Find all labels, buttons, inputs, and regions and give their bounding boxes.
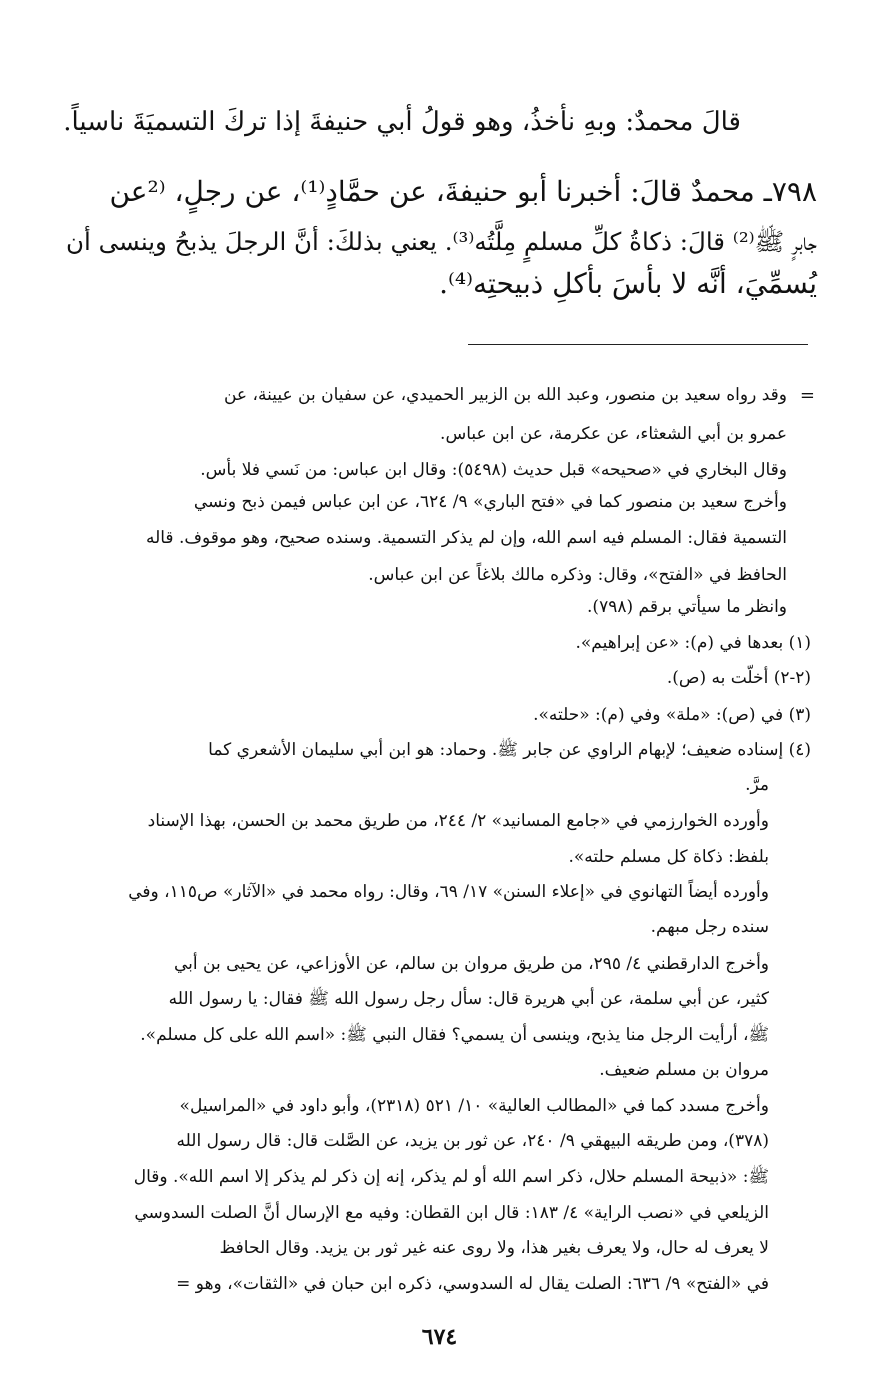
hadith-798-line-3: يُسمِّيَ، أنَّه لا بأسَ بأكلِ ذبيحتِه⁽⁴⁾. <box>439 267 817 300</box>
footnote-4-line-8: كثير، عن أبي سلمة، عن أبي هريرة قال: سأل رجل رسول الله ﷺ فقال: يا رسول الله <box>168 989 769 1009</box>
footnote-4-line-16: في «الفتح» ٩/ ٦٣٦: الصلت يقال له السدوسي، ذكره ابن حبان في «الثقات»، وهو = <box>176 1274 769 1294</box>
footnote-cont-line-2: عمرو بن أبي الشعثاء، عن عكرمة، عن ابن عباس. <box>440 424 787 444</box>
footnote-4-line-13: ﷺ: «ذبيحة المسلم حلال، ذكر اسم الله أو لم يذكر، إنه إن ذكر لم يذكر إلا اسم الله». وقال <box>133 1167 769 1187</box>
footnote-4-line-3: وأورده الخوارزمي في «جامع المسانيد» ٢/ ٢٤٤، من طريق محمد بن الحسن، بهذا الإسناد <box>147 811 769 831</box>
footnote-separator <box>468 344 808 345</box>
footnote-4-line-15: لا يعرف له حال، ولا يعرف بغير هذا، ولا روى عنه غير ثور بن يزيد. وقال الحافظ <box>219 1238 769 1258</box>
footnote-4-line-14: الزيلعي في «نصب الراية» ٤/ ١٨٣: قال ابن القطان: وفيه مع الإرسال أنَّ الصلت السدوسي <box>134 1203 769 1223</box>
footnote-4-line-2: مرَّ. <box>745 775 769 795</box>
continuation-mark: = <box>799 385 815 406</box>
footnote-4-line-7: وأخرج الدارقطني ٤/ ٢٩٥، من طريق مروان بن سالم، عن الأوزاعي، عن يحيى بن أبي <box>173 954 769 974</box>
page-number: ٦٧٤ <box>421 1324 458 1350</box>
footnote-cont-line-5: التسمية فقال: المسلم فيه اسم الله، وإن لم يذكر التسمية. وسنده صحيح، وهو موقوف. قاله <box>145 528 787 548</box>
footnote-cont-line-1: وقد رواه سعيد بن منصور، وعبد الله بن الزبير الحميدي، عن سفيان بن عيينة، عن <box>223 385 787 405</box>
footnote-3: (٣) في (ص): «ملة» وفي (م): «حلته». <box>533 705 811 725</box>
hadith-798-line-1: ٧٩٨ـ محمدٌ قالَ: أخبرنا أبو حنيفةَ، عن حمَّادٍ⁽¹⁾، عن رجلٍ، ⁽²عن <box>109 175 817 208</box>
footnote-4-line-4: بلفظ: ذكاة كل مسلم حلته». <box>568 847 769 867</box>
main-paragraph-1: قالَ محمدٌ: وبهِ نأخذُ، وهو قولُ أبي حنيفةَ إذا تركَ التسميَةَ ناسياً. <box>63 107 741 137</box>
footnote-cont-line-6: الحافظ في «الفتح»، وقال: وذكره مالك بلاغاً عن ابن عباس. <box>368 565 787 585</box>
footnote-4-line-12: (٣٧٨)، ومن طريقه البيهقي ٩/ ٢٤٠، عن ثور بن يزيد، عن الصَّلت قال: قال رسول الله <box>176 1131 769 1151</box>
hadith-798-line-2: جابرٍ ﷺ⁽²⁾ قالَ: ذكاةُ كلِّ مسلمٍ مِلَّتُه⁽³⁾. يعني بذلكَ: أنَّ الرجلَ يذبحُ وينسى أن <box>65 227 817 256</box>
footnote-4-line-6: سنده رجل مبهم. <box>650 917 769 937</box>
footnote-4-line-11: وأخرج مسدد كما في «المطالب العالية» ١٠/ ٥٢١ (٢٣١٨)، وأبو داود في «المراسيل» <box>179 1096 769 1116</box>
footnote-4-line-1: (٤) إسناده ضعيف؛ لإبهام الراوي عن جابر ﷺ. وحماد: هو ابن أبي سليمان الأشعري كما <box>208 740 811 760</box>
footnote-4-line-10: مروان بن مسلم ضعيف. <box>599 1060 769 1080</box>
footnote-cont-line-4: وأخرج سعيد بن منصور كما في «فتح الباري» ٩/ ٦٢٤، عن ابن عباس فيمن ذبح ونسي <box>193 492 787 512</box>
footnote-cont-line-7: وانظر ما سيأتي برقم (٧٩٨). <box>587 597 787 617</box>
footnote-4-line-5: وأورده أيضاً التهانوي في «إعلاء السنن» ١٧/ ٦٩، وقال: رواه محمد في «الآثار» ص١١٥، وفي <box>128 882 769 902</box>
footnote-cont-line-3: وقال البخاري في «صحيحه» قبل حديث (٥٤٩٨): وقال ابن عباس: من نَسي فلا بأس. <box>200 460 787 480</box>
footnote-1: (١) بعدها في (م): «عن إبراهيم». <box>575 633 811 653</box>
footnote-4-line-9: ﷺ، أرأيت الرجل منا يذبح، وينسى أن يسمي؟ فقال النبي ﷺ: «اسم الله على كل مسلم». <box>140 1025 769 1045</box>
footnote-2: (٢-٢) أخلّت به (ص). <box>666 668 811 688</box>
